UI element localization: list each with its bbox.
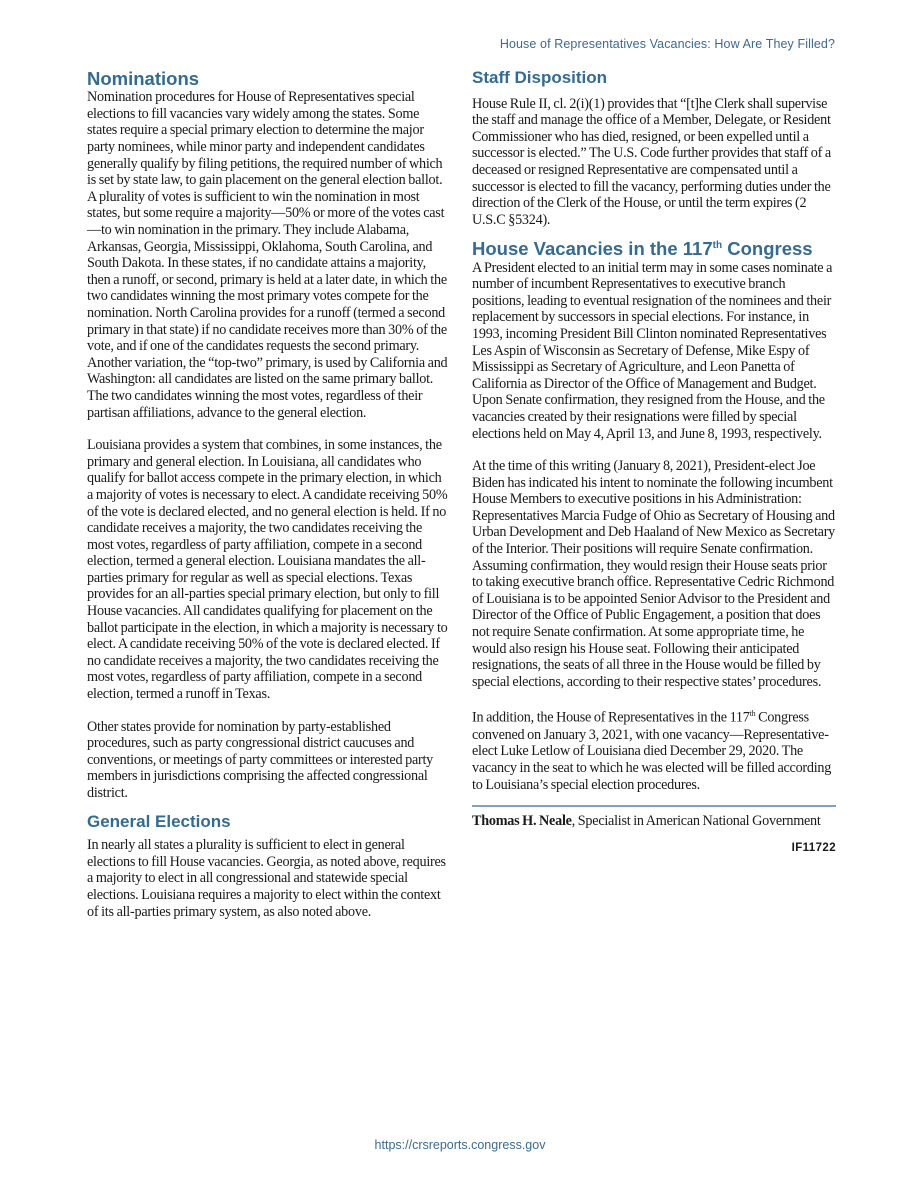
general-elections-heading: General Elections [87, 811, 231, 831]
author-name: Thomas H. Neale [472, 813, 572, 830]
nominations-paragraph-2: Louisiana provides a system that combines, in some instances, the primary and general election. In Louisiana, all candidates who qualify for ballot access compete in the primary election, in which a majority of votes is necessary to elect. A candidate receiving 50% of the vote is declared elected, and no general election is held. If no candidate receives a majority, the two candidates receiving the most votes, regardless of party affiliation, compete in a second election, termed a general election. Louisiana mandates the all-parties primary for regular as well as special elections. Texas provides for an all-parties special primary election, but only to fill House vacancies. All candidates qualifying for placement on the ballot participate in the election, in which a majority is necessary to elect. A candidate receiving 50% of the vote is declared elected. If no candidate receives a majority, the two candidates receiving the most votes, regardless of party affiliation, compete in a second election, termed a runoff in Texas. [87, 437, 448, 703]
paragraph-text-end: Congress convened on January 3, 2021, with one vacancy—Representative-elect Luke Letlow of Louisiana died December 29, 2020. The vacancy in the seat to which he was elected will be filled according to Louisiana’s special election procedures. [472, 710, 832, 793]
paragraph-superscript: th [749, 709, 756, 719]
heading-text: House Vacancies in the 117 [472, 238, 713, 260]
heading-text-end: Congress [722, 238, 813, 260]
nominations-paragraph-1: Nomination procedures for House of Representatives special elections to fill vacancies vary widely among the states. Some states require a special primary election to determine the major party nominees, while minor party and independent candidates generally qualify by filing petitions, the required number of which is set by state law, to gain placement on the general election ballot. A plurality of votes is sufficient to win the nomination in most states, but some require a majority—50% or more of the votes cast—to win nomination in the primary. They include Alabama, Arkansas, Georgia, Mississippi, Oklahoma, South Carolina, and South Dakota. In these states, if no candidate attains a majority, then a runoff, or second, primary is held at a later date, in which the two candidates winning the most primary votes compete for the nomination. North Carolina provides for a runoff (termed a second primary in that state) if no candidate receives more than 30% of the vote, and if one of the candidates requests the second primary. Another variation, the “top-two” primary, is used by California and Washington: all candidates are listed on the same primary ballot. The two candidates winning the most votes, regardless of their partisan affiliations, advance to the general election. [87, 89, 448, 421]
author-line [472, 813, 836, 830]
house-vacancies-paragraph-1: A President elected to an initial term may in some cases nominate a number of incumbent Representatives to executive branch positions, leading to eventual resignation of the nominees and their replacement by successors in special elections. For instance, in 1993, incoming President Bill Clinton nominated Representatives Les Aspin of Wisconsin as Secretary of Defense, Mike Espy of Mississippi as Secretary of Agriculture, and Leon Panetta of California as Director of the Office of Management and Budget. Upon Senate confirmation, they resigned from the House, and the vacancies created by their resignations were filled by special elections held on May 4, April 13, and June 8, 1993, respectively. [472, 259, 833, 442]
house-vacancies-paragraph-2: At the time of this writing (January 8, 2021), President-elect Joe Biden has indicated his intent to nominate the following incumbent House Members to executive positions in his Administration: Representatives Marcia Fudge of Ohio as Secretary of Housing and Urban Development and Deb Haaland of New Mexico as Secretary of the Interior. Their positions will require Senate confirmation. Assuming confirmation, they would resign their House seats prior to taking executive branch office. Representative Cedric Richmond of Louisiana is to be appointed Senior Advisor to the President and Director of the Office of Public Engagement, a position that does not require Senate confirmation. At some appropriate time, he would also resign his House seat. Following their anticipated resignations, the seats of all three in the House would be filled by special elections, according to their respective states’ procedures. [472, 458, 836, 690]
general-elections-paragraph: In nearly all states a plurality is sufficient to elect in general elections to fill House vacancies. Georgia, as noted above, requires a majority to elect in all congressional and statewide special elections. Louisiana requires a majority to elect within the context of its all-parties primary system, as also noted above. [87, 837, 446, 920]
heading-superscript: th [712, 240, 723, 252]
paragraph-text: In addition, the House of Representatives in the 117 [472, 710, 750, 727]
staff-disposition-heading: Staff Disposition [472, 68, 608, 87]
house-vacancies-paragraph-3 [472, 706, 836, 793]
nominations-paragraph-3: Other states provide for nomination by party-established procedures, such as party congressional district caucuses and conventions, or meetings of party committees or interested party members in jurisdictions comprising the affected congressional district. [87, 718, 434, 802]
nominations-heading: Nominations [87, 68, 200, 89]
staff-disposition-paragraph: House Rule II, cl. 2(i)(1) provides that “[t]he Clerk shall supervise the staff and manage the office of a Member, Delegate, or Resident Commissioner who has died, resigned, or been expelled until a successor is elected.” The U.S. Code further provides that staff of a deceased or resigned Representative are compensated until a successor is elected to fill the vacancy, performing duties under the direction of the Clerk of the House, or until the term expires (2 U.S.C §5324). [472, 95, 831, 228]
running-header: House of Representatives Vacancies: How Are They Filled? [499, 37, 835, 51]
document-id: IF11722 [791, 841, 836, 854]
author-title: , Specialist in American National Government [571, 813, 821, 830]
footer-url[interactable]: https://crsreports.congress.gov [374, 1138, 546, 1152]
house-vacancies-heading [472, 238, 836, 259]
left-column [87, 68, 449, 920]
right-column [472, 68, 836, 854]
author-divider [472, 805, 836, 807]
